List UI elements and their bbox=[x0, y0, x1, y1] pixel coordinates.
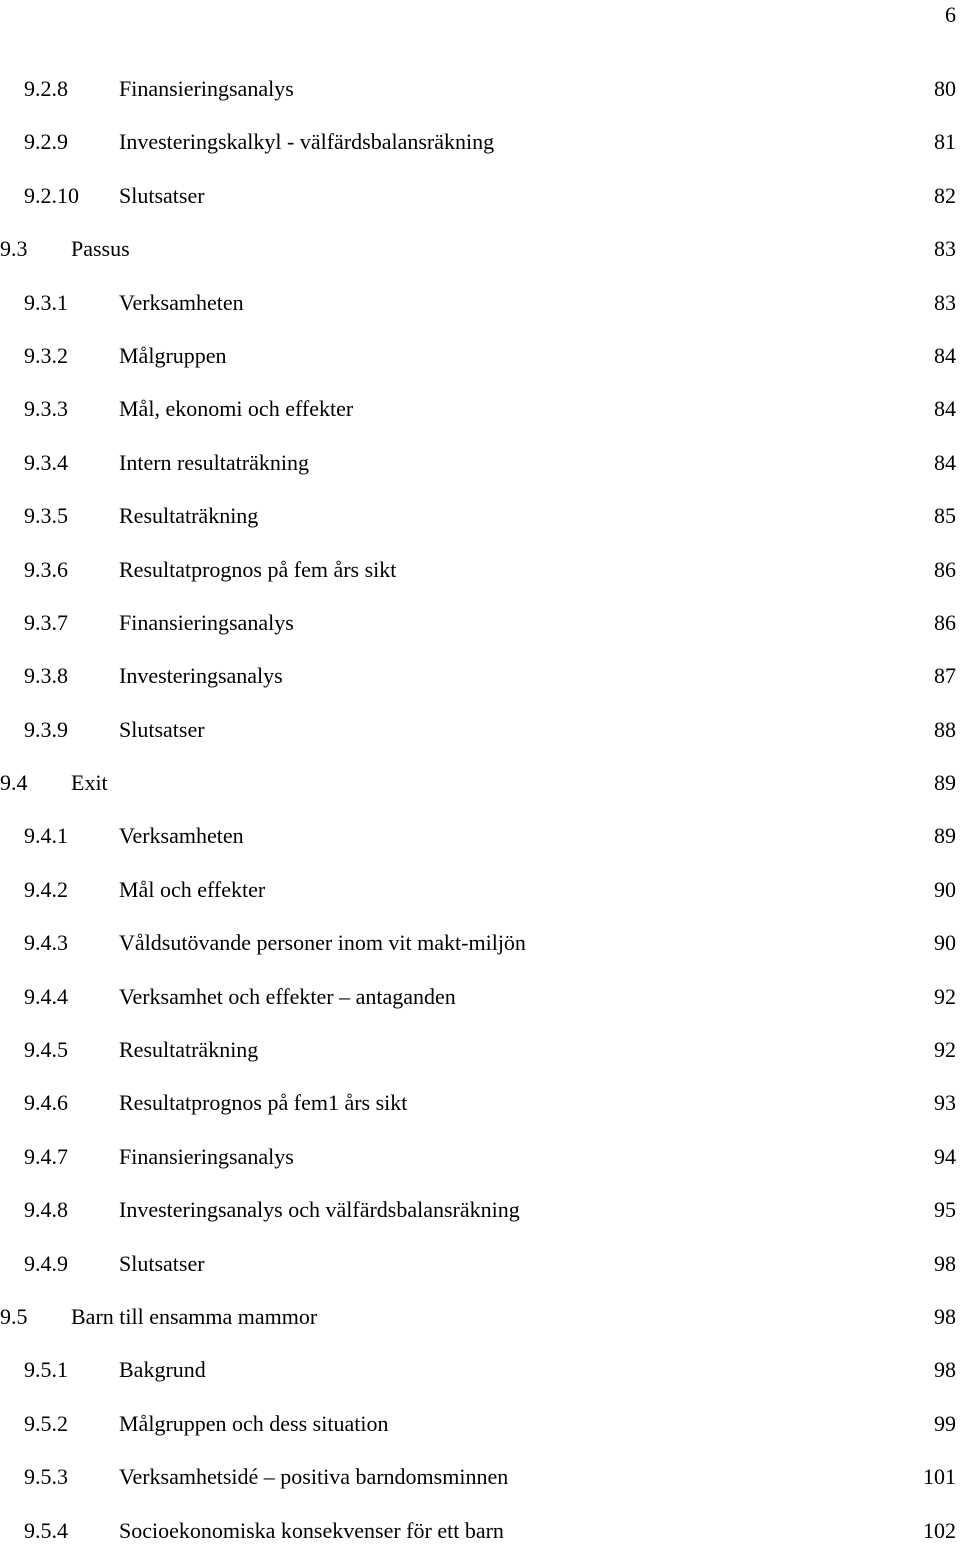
toc-entry-number: 9.3.6 bbox=[24, 556, 68, 582]
toc-entry-title: Verksamhetsidé – positiva barndomsminnen bbox=[119, 1464, 509, 1490]
toc-entry bbox=[0, 1076, 960, 1129]
toc-entry-title: Investeringsanalys och välfärdsbalansräkning bbox=[119, 1197, 520, 1223]
toc-entry bbox=[0, 809, 960, 862]
toc-entry-page: 99 bbox=[934, 1410, 956, 1436]
toc-entry-page: 86 bbox=[934, 609, 956, 635]
toc-entry bbox=[0, 169, 960, 222]
toc-entry-page: 84 bbox=[934, 449, 956, 475]
toc-entry-number: 9.5 bbox=[0, 1303, 28, 1329]
toc-entry-page: 88 bbox=[934, 716, 956, 742]
toc-entry-title: Resultatprognos på fem års sikt bbox=[119, 556, 397, 582]
toc-entry-page: 92 bbox=[934, 983, 956, 1009]
toc-entry-number: 9.2.10 bbox=[24, 182, 79, 208]
toc-entry-page: 84 bbox=[934, 342, 956, 368]
toc-entry-number: 9.5.3 bbox=[24, 1464, 68, 1490]
toc-entry bbox=[0, 1343, 960, 1396]
toc-entry bbox=[0, 970, 960, 1023]
toc-entry-title: Mål och effekter bbox=[119, 876, 266, 902]
toc-entry-number: 9.4.6 bbox=[24, 1090, 68, 1116]
toc-entry bbox=[0, 382, 960, 435]
toc-entry-page: 81 bbox=[934, 129, 956, 155]
toc-entry-number: 9.3.9 bbox=[24, 716, 68, 742]
toc-entry-title: Resultatprognos på fem1 års sikt bbox=[119, 1090, 408, 1116]
toc-entry bbox=[0, 115, 960, 168]
toc-entry-number: 9.4.5 bbox=[24, 1037, 68, 1063]
toc-entry-number: 9.4.8 bbox=[24, 1197, 68, 1223]
toc-entry-title: Finansieringsanalys bbox=[119, 1143, 294, 1169]
toc-entry-title: Bakgrund bbox=[119, 1357, 206, 1383]
toc-entry bbox=[0, 1397, 960, 1450]
toc-entry-number: 9.3.3 bbox=[24, 396, 68, 422]
toc-entry-title: Barn till ensamma mammor bbox=[71, 1303, 318, 1329]
toc-entry-number: 9.3.8 bbox=[24, 663, 68, 689]
toc-entry bbox=[0, 1130, 960, 1183]
toc-entry-number: 9.5.2 bbox=[24, 1410, 68, 1436]
toc-entry bbox=[0, 436, 960, 489]
toc-entry bbox=[0, 1023, 960, 1076]
toc-entry-page: 89 bbox=[934, 770, 956, 796]
toc-entry-page: 80 bbox=[934, 76, 956, 101]
toc-entry bbox=[0, 222, 960, 275]
toc-entry-title: Passus bbox=[71, 236, 130, 262]
toc-entry-title: Slutsatser bbox=[119, 1250, 205, 1276]
toc-entry bbox=[0, 756, 960, 809]
toc-entry-page: 94 bbox=[934, 1143, 956, 1169]
toc-entry-page: 90 bbox=[934, 876, 956, 902]
toc-entry-page: 84 bbox=[934, 396, 956, 422]
toc-entry-page: 95 bbox=[934, 1197, 956, 1223]
toc-entry-title: Exit bbox=[71, 770, 108, 796]
toc-entry-title: Målgruppen bbox=[119, 342, 227, 368]
toc-entry-page: 86 bbox=[934, 556, 956, 582]
toc-entry-number: 9.4.7 bbox=[24, 1143, 68, 1169]
toc-entry-title: Slutsatser bbox=[119, 182, 205, 208]
toc-entry bbox=[0, 329, 960, 382]
toc-entry-number: 9.4.2 bbox=[24, 876, 68, 902]
toc-entry-page: 92 bbox=[934, 1037, 956, 1063]
toc-entry-page: 82 bbox=[934, 182, 956, 208]
toc-entry-number: 9.4.4 bbox=[24, 983, 68, 1009]
toc-entry-page: 83 bbox=[934, 236, 956, 262]
toc-entry bbox=[0, 649, 960, 702]
toc-entry-title: Intern resultaträkning bbox=[119, 449, 309, 475]
toc-entry-number: 9.3.2 bbox=[24, 342, 68, 368]
toc-entry-number: 9.3 bbox=[0, 236, 28, 262]
toc-entry bbox=[0, 489, 960, 542]
toc-entry-title: Resultaträkning bbox=[119, 503, 259, 529]
toc-entry-page: 98 bbox=[934, 1250, 956, 1276]
toc-entry bbox=[0, 62, 960, 115]
toc-entry-title: Verksamheten bbox=[119, 289, 244, 315]
toc-entry bbox=[0, 1237, 960, 1290]
toc-entry-number: 9.3.5 bbox=[24, 503, 68, 529]
toc-entry-number: 9.4 bbox=[0, 770, 28, 796]
toc-entry-page: 93 bbox=[934, 1090, 956, 1116]
toc-entry-page: 102 bbox=[923, 1517, 956, 1543]
toc-entry-number: 9.4.3 bbox=[24, 930, 68, 956]
toc-entry-title: Verksamhet och effekter – antaganden bbox=[119, 983, 456, 1009]
toc-entry bbox=[0, 276, 960, 329]
toc-entry-title: Slutsatser bbox=[119, 716, 205, 742]
toc-entry-title: Våldsutövande personer inom vit makt-miljön bbox=[119, 930, 526, 956]
toc-entry-page: 83 bbox=[934, 289, 956, 315]
toc-entry-number: 9.3.4 bbox=[24, 449, 68, 475]
toc-entry-number: 9.3.7 bbox=[24, 609, 68, 635]
toc-entry-number: 9.2.9 bbox=[24, 129, 68, 155]
toc-entry-page: 90 bbox=[934, 930, 956, 956]
toc-entry-title: Resultaträkning bbox=[119, 1037, 259, 1063]
table-of-contents bbox=[0, 62, 960, 1557]
toc-entry-page: 87 bbox=[934, 663, 956, 689]
toc-entry bbox=[0, 1183, 960, 1236]
toc-entry-title: Investeringskalkyl - välfärdsbalansräkning bbox=[119, 129, 495, 155]
toc-entry bbox=[0, 596, 960, 649]
toc-entry bbox=[0, 1290, 960, 1343]
toc-entry-title: Verksamheten bbox=[119, 823, 244, 849]
toc-entry bbox=[0, 703, 960, 756]
toc-entry-number: 9.4.9 bbox=[24, 1250, 68, 1276]
toc-entry-number: 9.5.4 bbox=[24, 1517, 68, 1543]
toc-entry-title: Finansieringsanalys bbox=[119, 609, 294, 635]
toc-entry-page: 98 bbox=[934, 1303, 956, 1329]
toc-entry-title: Mål, ekonomi och effekter bbox=[119, 396, 354, 422]
toc-entry-number: 9.3.1 bbox=[24, 289, 68, 315]
toc-entry bbox=[0, 1450, 960, 1503]
toc-entry bbox=[0, 916, 960, 969]
toc-entry bbox=[0, 543, 960, 596]
toc-entry-page: 85 bbox=[934, 503, 956, 529]
toc-entry-title: Målgruppen och dess situation bbox=[119, 1410, 389, 1436]
page-number: 6 bbox=[945, 2, 956, 27]
toc-entry-number: 9.2.8 bbox=[24, 76, 68, 101]
toc-entry-page: 98 bbox=[934, 1357, 956, 1383]
toc-entry bbox=[0, 1504, 960, 1557]
toc-entry-number: 9.4.1 bbox=[24, 823, 68, 849]
toc-entry-page: 89 bbox=[934, 823, 956, 849]
toc-entry-title: Investeringsanalys bbox=[119, 663, 283, 689]
toc-entry-title: Finansieringsanalys bbox=[119, 76, 294, 101]
toc-entry-number: 9.5.1 bbox=[24, 1357, 68, 1383]
toc-entry bbox=[0, 863, 960, 916]
toc-entry-page: 101 bbox=[923, 1464, 956, 1490]
toc-entry-title: Socioekonomiska konsekvenser för ett barn bbox=[119, 1517, 504, 1543]
